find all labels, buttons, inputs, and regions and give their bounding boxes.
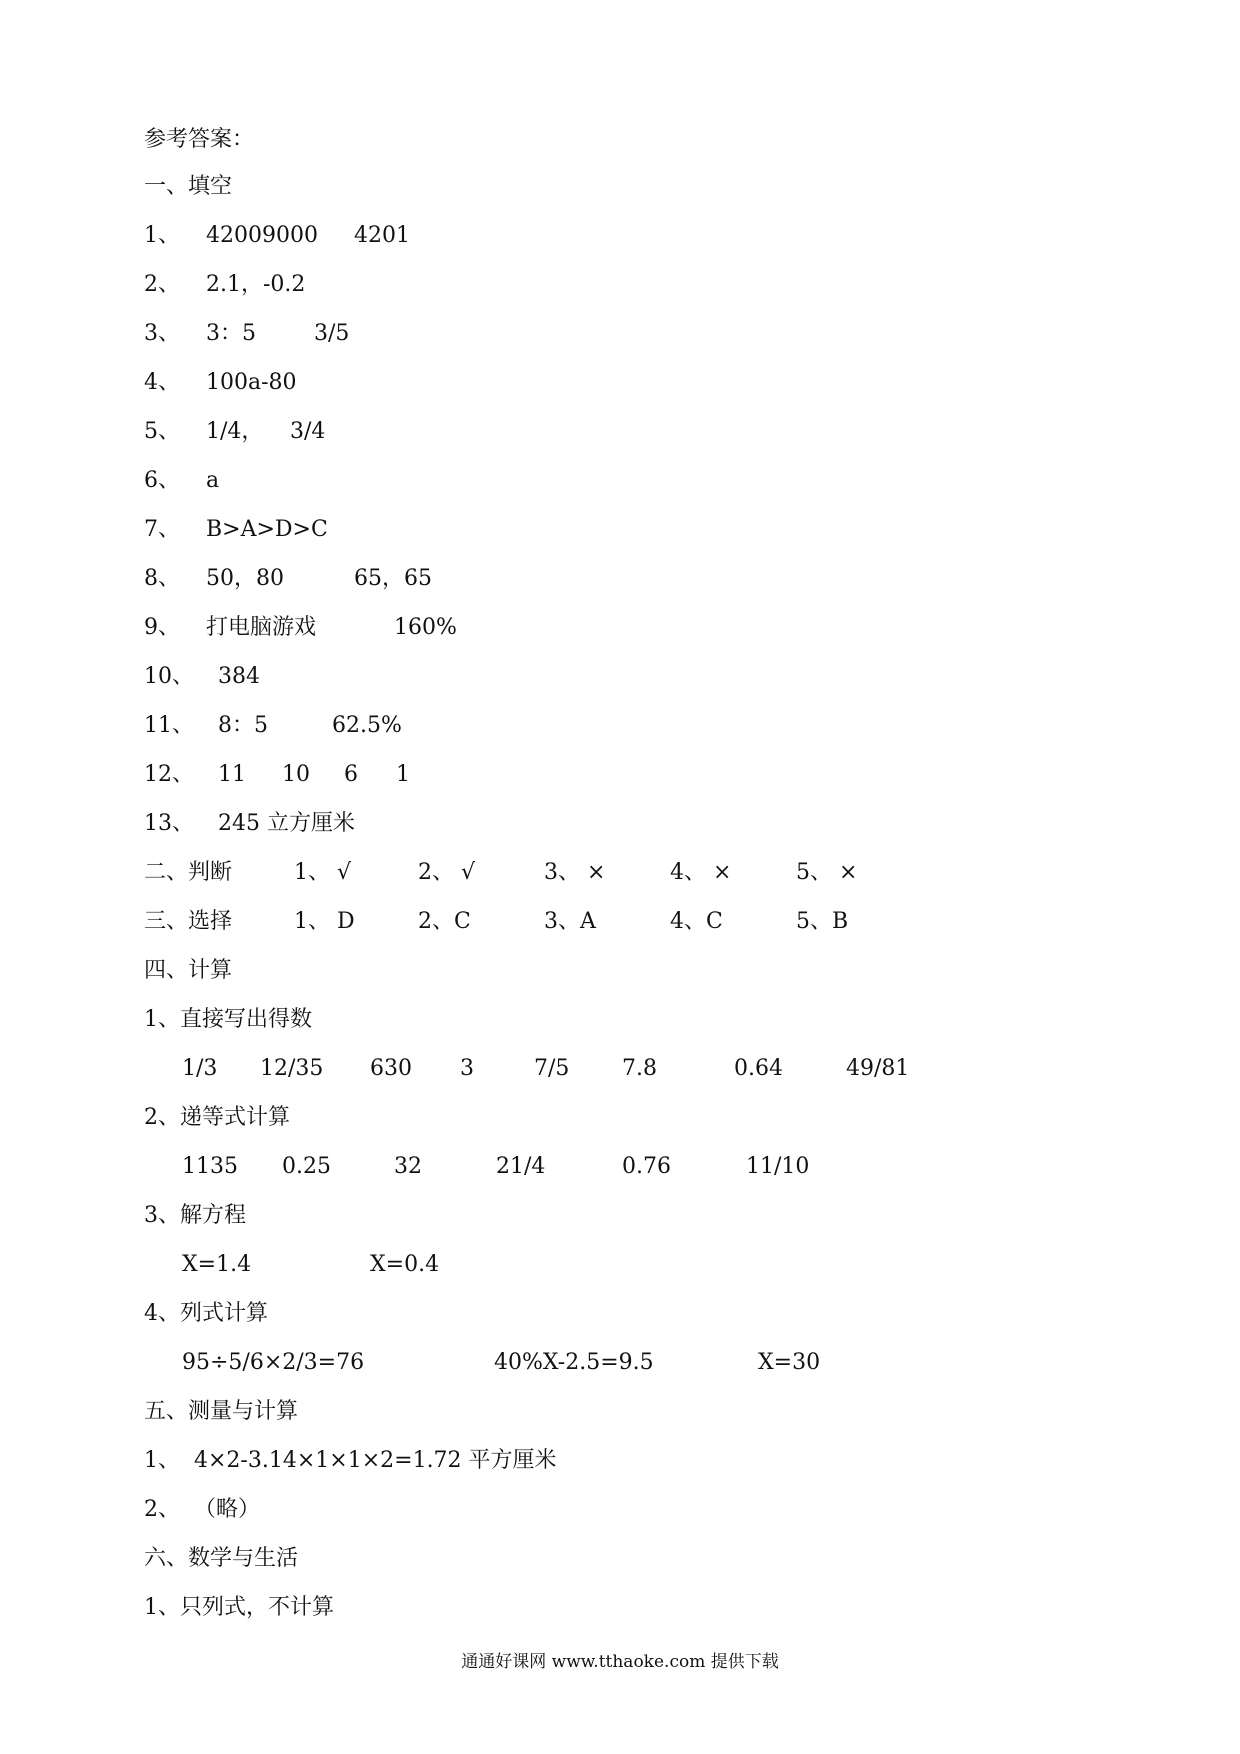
answer: X=30 xyxy=(758,1350,821,1375)
choice-answer: 1、 D xyxy=(294,909,355,934)
answer: 1135 xyxy=(182,1154,238,1179)
answer: 1/3 xyxy=(182,1056,218,1081)
answer: a xyxy=(206,468,220,493)
footer-credit: 通通好课网 www.tthaoke.com 提供下载 xyxy=(461,1652,779,1672)
answer: 100a-80 xyxy=(206,370,297,395)
answer: 160% xyxy=(394,615,457,640)
item-number: 9、 xyxy=(144,615,180,640)
answer: 49/81 xyxy=(846,1056,910,1081)
answer: 3 xyxy=(460,1056,474,1081)
answer: 3/4 xyxy=(290,419,326,444)
answer: 11 xyxy=(218,762,246,787)
answer: 4×2-3.14×1×1×2=1.72 平方厘米 xyxy=(194,1448,557,1473)
answer: 42009000 xyxy=(206,223,318,248)
item-number: 1、 xyxy=(144,223,180,248)
answer: 7/5 xyxy=(534,1056,570,1081)
judgement-answer: 5、 × xyxy=(796,860,858,885)
item-number: 7、 xyxy=(144,517,180,542)
choice-answer: 3、A xyxy=(544,909,596,934)
answer: 7.8 xyxy=(622,1056,657,1081)
answer: 630 xyxy=(370,1056,412,1081)
item-number: 6、 xyxy=(144,468,180,493)
choice-answer: 4、C xyxy=(670,909,723,934)
answer: 10 xyxy=(282,762,310,787)
answer: 62.5% xyxy=(332,713,402,738)
item-number: 8、 xyxy=(144,566,180,591)
answer: 32 xyxy=(394,1154,422,1179)
answer: 2.1，-0.2 xyxy=(206,272,306,297)
choice-answer: 2、C xyxy=(418,909,471,934)
subsection-title: 3、解方程 xyxy=(144,1203,246,1228)
section-title: 五、测量与计算 xyxy=(144,1399,299,1424)
answer: X=0.4 xyxy=(370,1252,440,1277)
answer: （略） xyxy=(194,1497,261,1522)
item-number: 2、 xyxy=(144,272,180,297)
judgement-answer: 3、 × xyxy=(544,860,606,885)
item-number: 12、 xyxy=(144,762,194,787)
answer: 50，80 xyxy=(206,566,284,591)
answer: 1/4， xyxy=(206,419,264,444)
answer: 3：5 xyxy=(206,321,256,346)
document-header: 参考答案： xyxy=(144,127,255,152)
section-title: 六、数学与生活 xyxy=(144,1546,299,1571)
answer: 11/10 xyxy=(746,1154,810,1179)
answer: 0.25 xyxy=(282,1154,331,1179)
item-number: 10、 xyxy=(144,664,194,689)
judgement-answer: 2、 √ xyxy=(418,860,476,885)
item-number: 3、 xyxy=(144,321,180,346)
item-number: 13、 xyxy=(144,811,194,836)
answer: 6 xyxy=(344,762,358,787)
subsection-title: 4、列式计算 xyxy=(144,1301,268,1326)
answer: 21/4 xyxy=(496,1154,546,1179)
item-number: 11、 xyxy=(144,713,194,738)
choice-answer: 5、B xyxy=(796,909,849,934)
section-title: 三、选择 xyxy=(144,909,233,934)
answer: 0.76 xyxy=(622,1154,671,1179)
section-title: 一、填空 xyxy=(144,174,233,199)
item-number: 4、 xyxy=(144,370,180,395)
answer: 1 xyxy=(396,762,410,787)
answer: 3/5 xyxy=(314,321,350,346)
answer: 95÷5/6×2/3=76 xyxy=(182,1350,365,1375)
answer: 12/35 xyxy=(260,1056,324,1081)
answer: X=1.4 xyxy=(182,1252,252,1277)
answer: 245 立方厘米 xyxy=(218,811,355,836)
subsection-title: 2、递等式计算 xyxy=(144,1105,290,1130)
subsection-title: 1、直接写出得数 xyxy=(144,1007,312,1032)
section-title: 四、计算 xyxy=(144,958,233,983)
item-number: 2、 xyxy=(144,1497,180,1522)
item-number: 1、 xyxy=(144,1448,180,1473)
item-number: 5、 xyxy=(144,419,180,444)
answer: B>A>D>C xyxy=(206,517,328,542)
section-title: 二、判断 xyxy=(144,860,233,885)
life-math-item: 1、只列式，不计算 xyxy=(144,1595,334,1620)
answer: 4201 xyxy=(354,223,410,248)
answer: 40%X-2.5=9.5 xyxy=(494,1350,654,1375)
judgement-answer: 4、 × xyxy=(670,860,732,885)
answer: 8：5 xyxy=(218,713,268,738)
answer: 384 xyxy=(218,664,260,689)
answer: 65，65 xyxy=(354,566,432,591)
judgement-answer: 1、 √ xyxy=(294,860,352,885)
answer: 打电脑游戏 xyxy=(206,615,317,640)
answer: 0.64 xyxy=(734,1056,783,1081)
